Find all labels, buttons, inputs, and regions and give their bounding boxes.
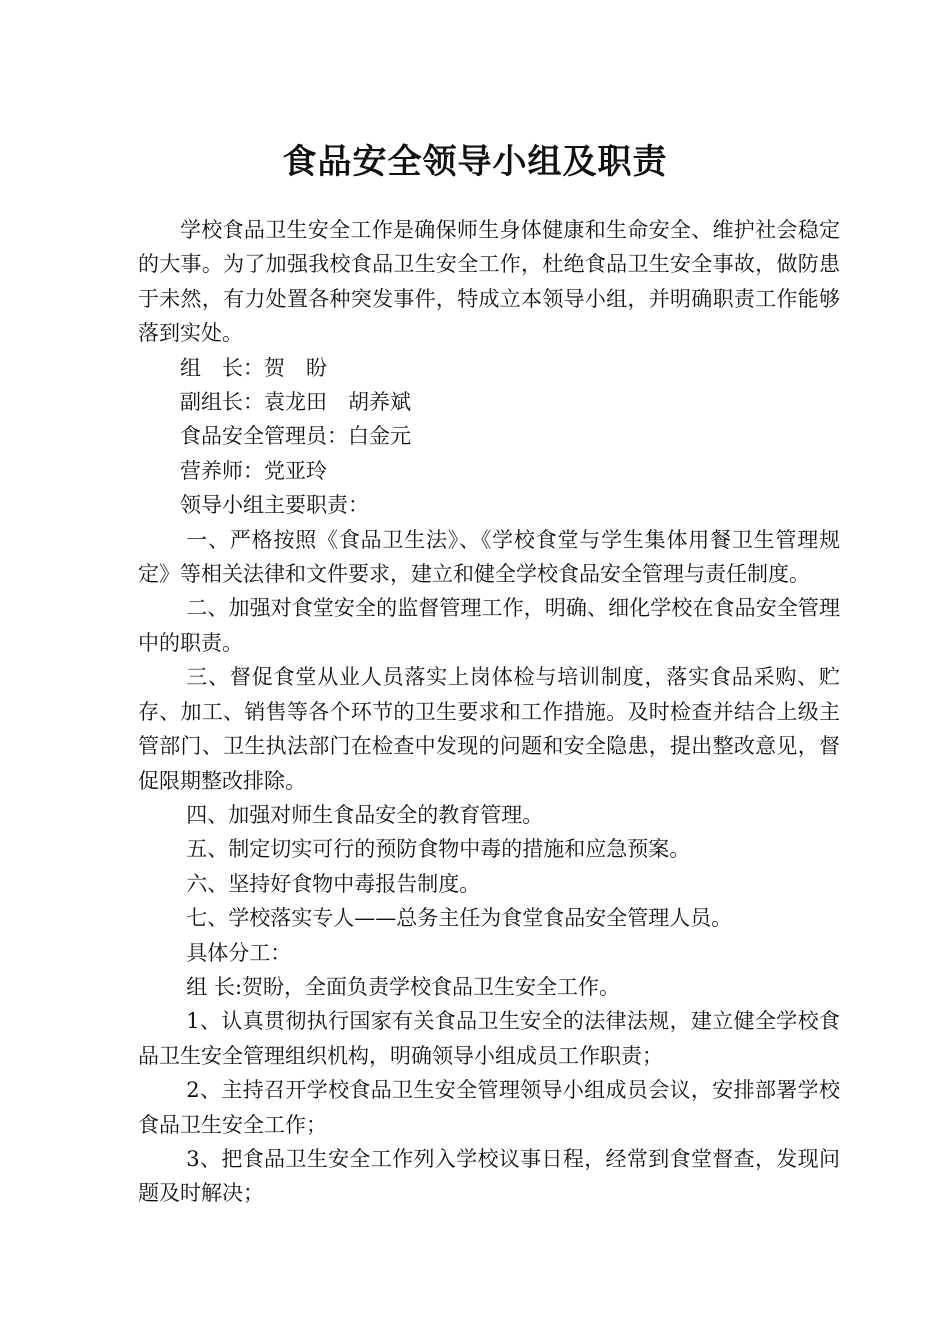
document-title: 食品安全领导小组及职责 [282,142,668,182]
leader-line: 组 长：贺 盼 [180,355,327,380]
duty-item-6: 六、坚持好食物中毒报告制度。 [186,871,481,896]
duty-item-7: 七、学校落实专人——总务主任为食堂食品安全管理人员。 [186,906,733,931]
duty-item-3: 三、督促食堂从业人员落实上岗体检与培训制度，落实食品采购、贮存、加工、销售等各个环节的卫生要求和工作措施。及时检查并结合上级主管部门、卫生执法部门在检查中发现的问题和安全隐患，提出整改意见，督促限期整改排除。 [138,665,840,793]
duty-item-2: 二、加强对食堂安全的监督管理工作，明确、细化学校在食品安全管理中的职责。 [138,596,840,655]
document-body [138,213,840,1211]
duty-item-5: 五、制定切实可行的预防食物中毒的措施和应急预案。 [186,837,691,862]
leader-task-1: 1、认真贯彻执行国家有关食品卫生安全的法律法规，建立健全学校食品卫生安全管理组织机构，明确领导小组成员工作职责； [138,1009,840,1068]
leader-task-2: 2、主持召开学校食品卫生安全管理领导小组成员会议，安排部署学校食品卫生安全工作； [138,1078,840,1137]
intro-paragraph: 学校食品卫生安全工作是确保师生身体健康和生命安全、维护社会稳定的大事。为了加强我校食品卫生安全工作，杜绝食品卫生安全事故，做防患于未然，有力处置各种突发事件，特成立本领导小组，并明确职责工作能够落到实处。 [138,218,840,346]
duty-item-1: 一、严格按照《食品卫生法》、《学校食堂与学生集体用餐卫生管理规定》等相关法律和文件要求，建立和健全学校食品安全管理与责任制度。 [138,527,840,587]
nutritionist-line: 营养师：党亚玲 [180,458,327,483]
deputy-leader-line: 副组长：袁龙田 胡养斌 [180,390,411,415]
safety-manager-line: 食品安全管理员：白金元 [180,424,411,449]
leader-task-3: 3、把食品卫生安全工作列入学校议事日程，经常到食堂督查，发现问题及时解决； [138,1146,840,1206]
duty-item-4: 四、加强对师生食品安全的教育管理。 [186,802,544,827]
duties-heading: 领导小组主要职责： [180,493,369,518]
leader-responsibility: 组 长:贺盼，全面负责学校食品卫生安全工作。 [186,974,621,999]
division-heading: 具体分工： [186,940,292,965]
